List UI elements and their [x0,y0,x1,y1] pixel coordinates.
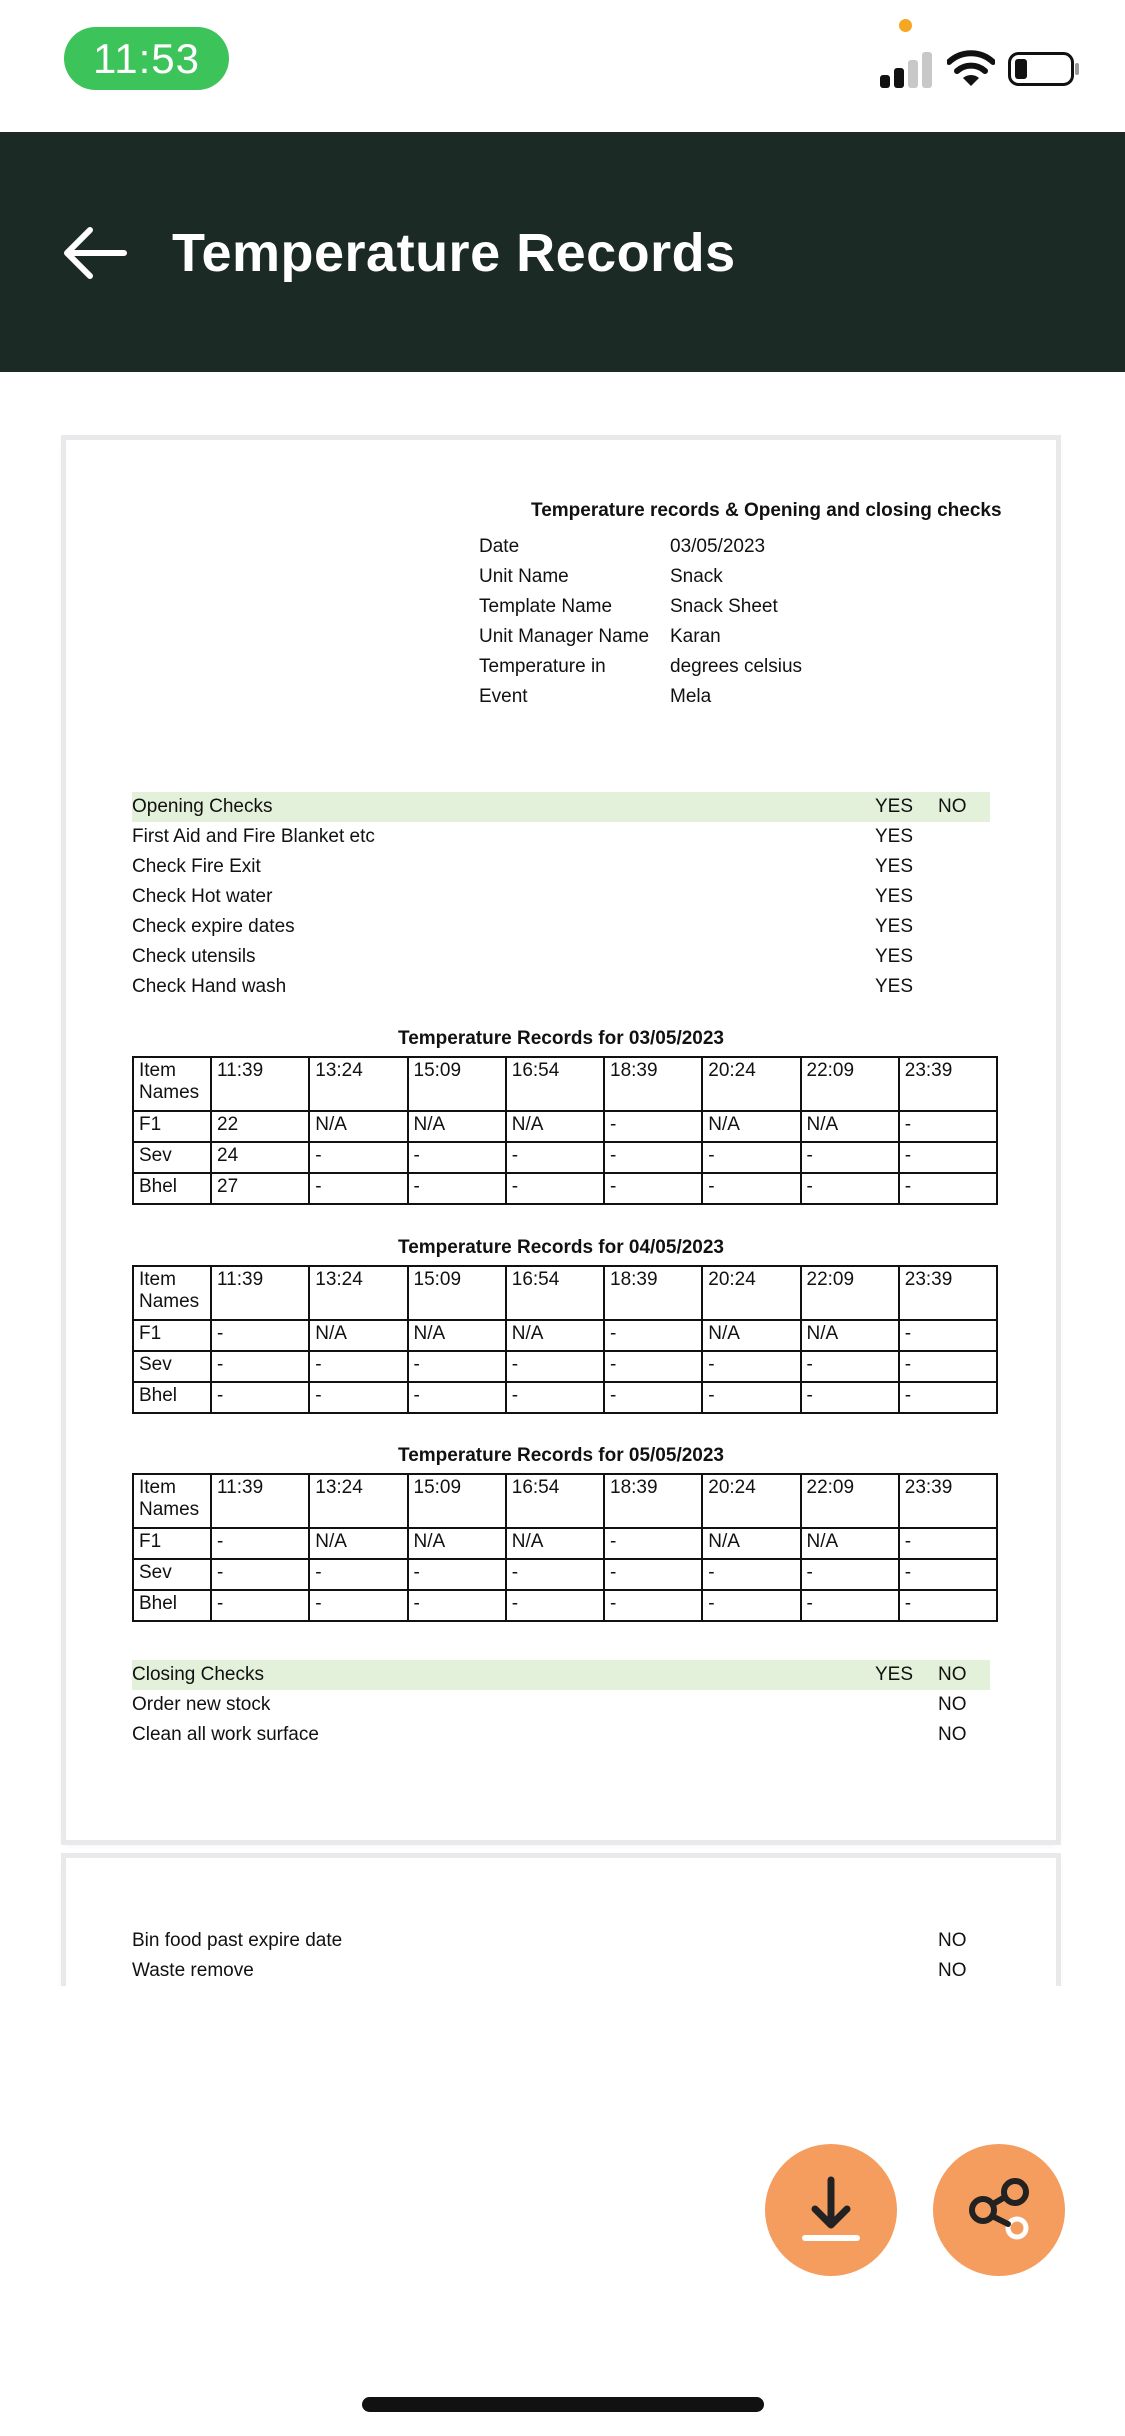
table-cell: - [801,1351,899,1382]
table-cell: - [408,1590,506,1621]
info-key: Temperature in [479,656,606,677]
table-cell: - [702,1351,800,1382]
table-cell: 27 [211,1173,309,1204]
table-cell: - [604,1351,702,1382]
table-header-cell: Item Names [133,1266,211,1320]
yes-column-label: YES [875,796,914,817]
table-header-cell: 13:24 [309,1266,407,1320]
no-column-label: NO [938,796,967,817]
wifi-icon [947,50,995,88]
check-row [132,912,990,942]
check-label: Order new stock [132,1694,271,1715]
table-cell: - [899,1382,997,1413]
table-row [133,1382,997,1413]
table-cell: - [506,1142,604,1173]
table-cell: - [211,1351,309,1382]
table-cell: - [702,1559,800,1590]
table-cell: Sev [133,1351,211,1382]
table-row [133,1559,997,1590]
info-key: Date [479,536,520,557]
temperature-table-title: Temperature Records for 05/05/2023 [398,1445,724,1466]
table-cell: - [211,1528,309,1559]
table-cell: - [801,1590,899,1621]
table-cell: N/A [801,1111,899,1142]
table-cell: - [309,1590,407,1621]
check-label: Check Fire Exit [132,856,261,877]
check-label: Check utensils [132,946,256,967]
table-row [133,1173,997,1204]
no-column-label: NO [938,1664,967,1685]
table-cell: - [211,1320,309,1351]
table-cell: - [899,1528,997,1559]
table-cell: - [604,1320,702,1351]
check-yes-value: YES [875,886,914,907]
table-header-cell: 16:54 [506,1474,604,1528]
table-cell: - [604,1528,702,1559]
table-cell: N/A [702,1111,800,1142]
table-cell: - [506,1173,604,1204]
table-cell: F1 [133,1111,211,1142]
table-cell: Sev [133,1559,211,1590]
check-no-value: NO [938,1930,967,1951]
table-cell: - [408,1559,506,1590]
table-cell: F1 [133,1320,211,1351]
info-key: Unit Name [479,566,569,587]
table-cell: Bhel [133,1590,211,1621]
table-header-cell: 11:39 [211,1266,309,1320]
info-row [479,652,802,682]
table-cell: - [604,1590,702,1621]
info-row [479,622,802,652]
table-header-row [133,1057,997,1111]
table-cell: - [211,1590,309,1621]
info-key: Unit Manager Name [479,626,650,647]
table-header-cell: 18:39 [604,1057,702,1111]
check-row [132,972,990,1002]
table-cell: N/A [506,1528,604,1559]
table-header-cell: 16:54 [506,1266,604,1320]
table-cell: N/A [408,1111,506,1142]
table-header-cell: 16:54 [506,1057,604,1111]
table-header-cell: 23:39 [899,1057,997,1111]
table-header-cell: 18:39 [604,1474,702,1528]
table-cell: N/A [309,1111,407,1142]
table-header-cell: Item Names [133,1474,211,1528]
check-row [132,1690,990,1720]
table-cell: - [801,1142,899,1173]
table-cell: - [702,1142,800,1173]
temperature-table [132,1056,998,1205]
opening-checks-section [132,792,990,1002]
check-yes-value: YES [875,826,914,847]
table-cell: - [604,1173,702,1204]
table-cell: - [801,1173,899,1204]
table-cell: - [702,1590,800,1621]
table-header-cell: 11:39 [211,1474,309,1528]
temperature-table-title: Temperature Records for 03/05/2023 [398,1028,724,1049]
table-cell: - [604,1142,702,1173]
table-cell: - [506,1559,604,1590]
table-cell: N/A [408,1320,506,1351]
table-cell: - [408,1351,506,1382]
table-header-cell: 20:24 [702,1057,800,1111]
table-header-cell: 13:24 [309,1057,407,1111]
check-heading-label: Closing Checks [132,1664,264,1685]
table-cell: - [899,1590,997,1621]
table-header-cell: 22:09 [801,1474,899,1528]
yes-column-label: YES [875,1664,914,1685]
table-cell: - [801,1382,899,1413]
status-bar [0,0,1125,132]
table-cell: - [899,1173,997,1204]
table-header-cell: 15:09 [408,1474,506,1528]
table-header-cell: 23:39 [899,1474,997,1528]
info-value: Karan [670,626,721,647]
table-cell: - [408,1382,506,1413]
download-button[interactable] [765,2144,897,2276]
table-cell: - [604,1382,702,1413]
info-row [479,562,802,592]
battery-icon [1008,52,1080,86]
table-cell: N/A [702,1320,800,1351]
table-row [133,1320,997,1351]
check-no-value: NO [938,1724,967,1745]
table-cell: - [506,1590,604,1621]
table-cell: - [211,1382,309,1413]
table-row [133,1351,997,1382]
check-no-value: NO [938,1960,967,1981]
table-cell: Bhel [133,1173,211,1204]
table-header-cell: 18:39 [604,1266,702,1320]
download-icon [765,2144,897,2276]
table-cell: N/A [801,1528,899,1559]
table-cell: - [309,1382,407,1413]
table-cell: N/A [309,1528,407,1559]
table-cell: - [408,1173,506,1204]
table-header-cell: 20:24 [702,1474,800,1528]
table-row [133,1142,997,1173]
table-header-cell: Item Names [133,1057,211,1111]
check-label: Waste remove [132,1960,254,1981]
table-cell: Bhel [133,1382,211,1413]
table-cell: - [899,1320,997,1351]
check-row [132,1956,990,1986]
info-value: degrees celsius [670,656,803,677]
table-cell: - [309,1173,407,1204]
table-cell: - [309,1351,407,1382]
table-cell: - [604,1559,702,1590]
table-row [133,1528,997,1559]
info-value: Mela [670,686,712,707]
check-label: Check Hand wash [132,976,287,997]
table-cell: 24 [211,1142,309,1173]
table-cell: 22 [211,1111,309,1142]
table-cell: N/A [408,1528,506,1559]
info-key: Template Name [479,596,613,617]
table-cell: - [309,1142,407,1173]
table-header-cell: 23:39 [899,1266,997,1320]
check-row [132,1926,990,1956]
table-header-cell: 11:39 [211,1057,309,1111]
table-cell: N/A [506,1111,604,1142]
table-cell: - [702,1382,800,1413]
closing-checks-continued [132,1926,990,1986]
document-info-table [479,532,802,712]
check-row [132,852,990,882]
table-cell: - [899,1351,997,1382]
table-cell: - [309,1559,407,1590]
table-cell: N/A [801,1320,899,1351]
table-cell: - [506,1351,604,1382]
temperature-table-title: Temperature Records for 04/05/2023 [398,1237,724,1258]
info-value: Snack [670,566,723,587]
check-yes-value: YES [875,916,914,937]
check-label: First Aid and Fire Blanket etc [132,826,375,847]
table-cell: - [702,1173,800,1204]
status-time: 11:53 [64,27,229,90]
check-yes-value: YES [875,946,914,967]
table-cell: N/A [702,1528,800,1559]
check-row [132,942,990,972]
app-header [0,132,1125,372]
table-row [133,1111,997,1142]
closing-checks-section [132,1660,990,1750]
table-cell: N/A [309,1320,407,1351]
table-cell: - [211,1559,309,1590]
check-section-heading [132,1660,990,1690]
table-header-row [133,1266,997,1320]
temperature-table [132,1473,998,1622]
table-cell: F1 [133,1528,211,1559]
table-cell: Sev [133,1142,211,1173]
privacy-indicator-dot [899,19,912,32]
check-row [132,822,990,852]
temperature-table [132,1265,998,1414]
info-value: Snack Sheet [670,596,778,617]
table-header-cell: 20:24 [702,1266,800,1320]
table-cell: N/A [506,1320,604,1351]
table-header-cell: 22:09 [801,1266,899,1320]
table-cell: - [408,1142,506,1173]
pdf-page-2 [66,1858,1056,1986]
pdf-page-1 [66,440,1056,1840]
check-section-heading [132,792,990,822]
share-button[interactable] [933,2144,1065,2276]
check-label: Bin food past expire date [132,1930,343,1951]
check-label: Check Hot water [132,886,273,907]
document-title: Temperature records & Opening and closing checks [531,500,1002,521]
info-row [479,532,802,562]
table-header-cell: 22:09 [801,1057,899,1111]
info-row [479,592,802,622]
back-arrow-icon[interactable] [60,218,130,288]
check-row [132,882,990,912]
check-row [132,1720,990,1750]
table-cell: - [604,1111,702,1142]
table-row [133,1590,997,1621]
info-value: 03/05/2023 [670,536,766,557]
table-cell: - [801,1559,899,1590]
check-heading-label: Opening Checks [132,796,273,817]
share-icon [933,2144,1065,2276]
table-cell: - [899,1111,997,1142]
info-key: Event [479,686,528,707]
table-header-cell: 13:24 [309,1474,407,1528]
table-header-cell: 15:09 [408,1266,506,1320]
check-yes-value: YES [875,976,914,997]
table-header-cell: 15:09 [408,1057,506,1111]
table-header-row [133,1474,997,1528]
pdf-viewer[interactable] [0,372,1125,1986]
info-row [479,682,802,712]
table-cell: - [899,1559,997,1590]
table-cell: - [899,1142,997,1173]
check-no-value: NO [938,1694,967,1715]
check-label: Check expire dates [132,916,295,937]
check-yes-value: YES [875,856,914,877]
cellular-signal-icon [880,52,936,88]
check-label: Clean all work surface [132,1724,319,1745]
table-cell: - [506,1382,604,1413]
home-indicator[interactable] [362,2397,764,2412]
page-title: Temperature Records [172,223,736,283]
